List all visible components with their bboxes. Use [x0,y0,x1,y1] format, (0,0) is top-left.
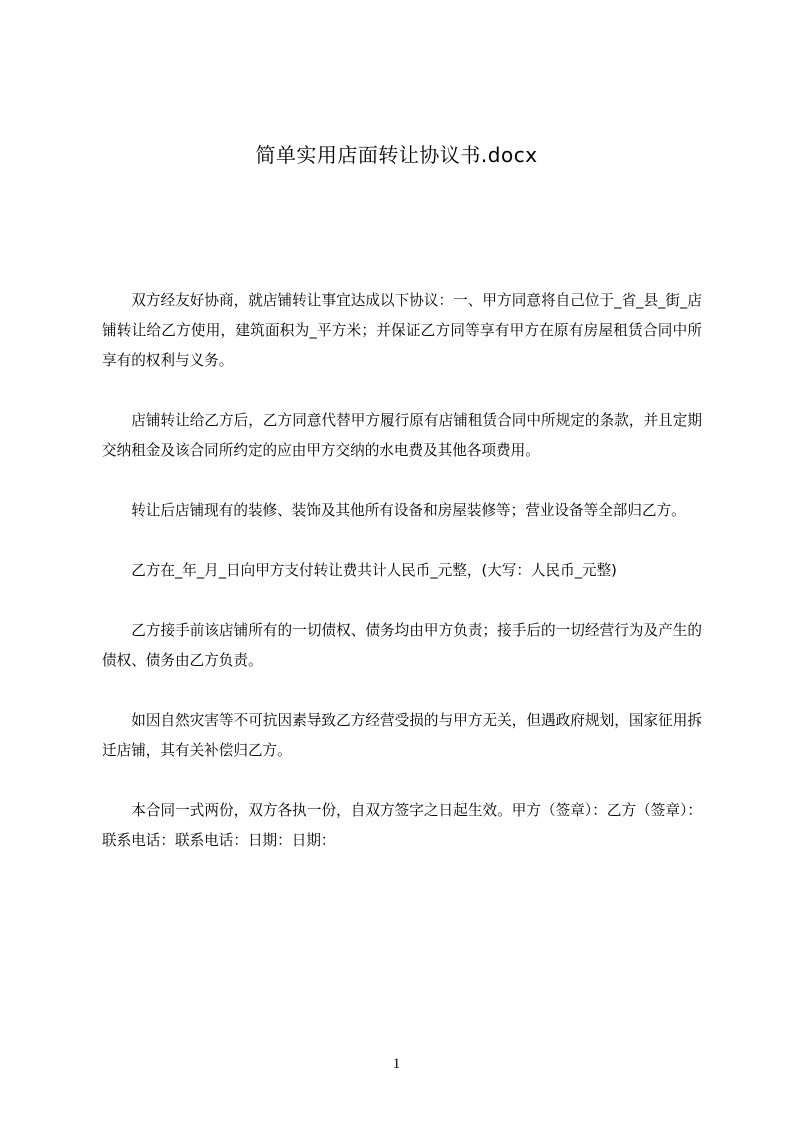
paragraph-transfer-fee: 乙方在_年_月_日向甲方支付转让费共计人民币_元整，(大写：人民币_元整) [131,562,617,579]
document-title: 简单实用店面转让协议书.docx [255,143,538,167]
document-body [102,286,702,886]
paragraph-equipment-transfer: 转让后店铺现有的装修、装饰及其他所有设备和房屋装修等；营业设备等全部归乙方。 [131,502,686,519]
paragraph-debts: 乙方接手前该店铺所有的一切债权、债务均由甲方负责；接手后的一切经营行为及产生的债权、债务由乙方负责。 [102,622,702,669]
paragraph-agreement-intro: 双方经友好协商，就店铺转让事宜达成以下协议：一、甲方同意将自己位于_省_县_街_店铺转让给乙方使用，建筑面积为_平方米；并保证乙方同等享有甲方在原有房屋租赁合同中所享有的权利与义务。 [102,292,702,369]
page-number: 1 [392,1056,401,1072]
paragraph-lease-obligations: 店铺转让给乙方后，乙方同意代替甲方履行原有店铺租赁合同中所规定的条款，并且定期交纳租金及该合同所约定的应由甲方交纳的水电费及其他各项费用。 [102,412,702,459]
paragraph-force-majeure: 如因自然灾害等不可抗因素导致乙方经营受损的与甲方无关，但遇政府规划，国家征用拆迁店铺，其有关补偿归乙方。 [102,712,702,759]
paragraph-signatures: 本合同一式两份，双方各执一份，自双方签字之日起生效。甲方（签章）：乙方（签章）：联系电话：联系电话：日期：日期： [102,802,702,849]
